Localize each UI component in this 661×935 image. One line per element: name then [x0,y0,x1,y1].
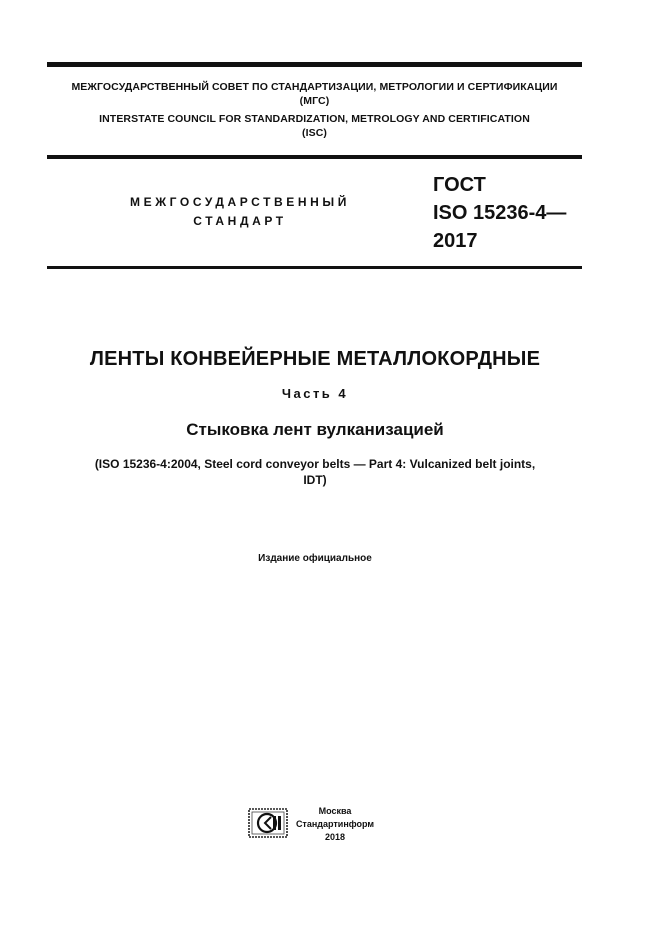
top-rule [47,62,582,67]
standard-type-label [95,193,385,231]
publisher-city: Москва [318,806,352,816]
gost-line3: 2017 [433,230,478,252]
gost-line2: ISO 15236-4— [433,202,567,224]
document-title: ЛЕНТЫ КОНВЕЙЕРНЫЕ МЕТАЛЛОКОРДНЫЕ [89,348,541,370]
council-ru-abbr: (МГС) [299,95,330,107]
edition-label: Издание официальное [258,553,372,564]
iso-reference [55,456,575,488]
council-ru-text: МЕЖГОСУДАРСТВЕННЫЙ СОВЕТ ПО СТАНДАРТИЗАЦИИ, МЕТРОЛОГИИ И СЕРТИФИКАЦИИ [71,81,558,93]
council-name-en [47,112,582,140]
gost-line1: ГОСТ [433,174,486,196]
council-en-text: INTERSTATE COUNCIL FOR STANDARDIZATION, METROLOGY AND CERTIFICATION [99,113,530,125]
gost-designation [433,171,566,255]
council-name-ru [47,80,582,108]
bottom-rule [47,266,582,269]
middle-rule [47,155,582,159]
document-subtitle: Стыковка лент вулканизацией [186,420,444,439]
standard-type-line2: СТАНДАРТ [193,214,287,228]
iso-reference-line1: (ISO 15236-4:2004, Steel cord conveyor belts — Part 4: Vulcanized belt joints, [94,457,536,471]
standard-type-line1: МЕЖГОСУДАРСТВЕННЫЙ [130,195,350,209]
publisher-name: Стандартинформ [295,819,375,829]
council-en-abbr: (ISC) [302,127,327,139]
publisher-info [290,805,380,844]
part-number: Часть 4 [281,386,349,401]
standartinform-logo-icon [248,808,288,838]
iso-reference-line2: IDT) [303,473,327,487]
publisher-year: 2018 [324,832,346,842]
